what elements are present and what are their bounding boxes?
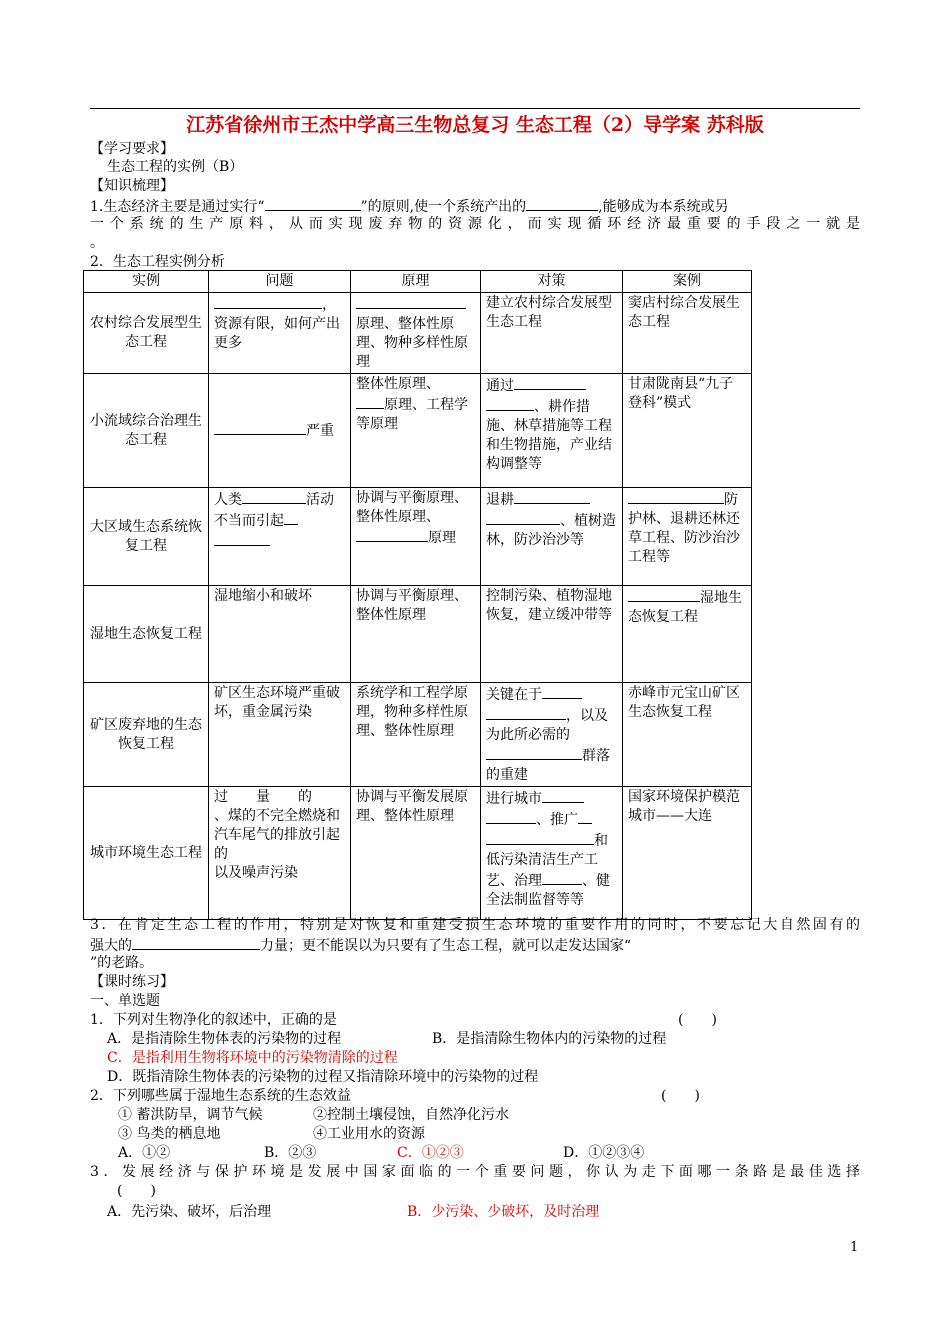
principle-cell: 协调与平衡发展原理、整体性原理 [351,787,481,920]
blank [578,809,592,824]
answer-bracket: ( ) [117,1183,156,1199]
table-row [84,293,752,374]
page-number: 1 [850,1240,859,1255]
question-1-stem: 1．下列对生物净化的叙述中，正确的是 [90,1012,337,1028]
blank [356,294,466,309]
question-1-option-a: A．是指清除生物体表的污染物的过程 [107,1031,342,1047]
blank [214,531,270,546]
knowledge-item-1-line-3: 。 [90,235,104,251]
question-2-item-2: ②控制土壤侵蚀，自然净化污水 [313,1107,509,1123]
practice-heading: 【课时练习】 [90,974,174,990]
blank [486,396,534,411]
blank [486,809,536,824]
blank [514,375,586,390]
answer-bracket: ( ) [661,1088,700,1104]
strategy-cell: 控制污染、植物湿地恢复，建立缓冲带等 [481,586,623,683]
blank [514,489,590,504]
blank [214,420,306,435]
blank [526,196,598,211]
example-cell: 矿区废弃地的生态恢复工程 [84,683,209,787]
knowledge-heading: 【知识梳理】 [90,178,174,194]
blank [628,587,700,602]
problem-cell: 严重 [209,374,351,488]
blank [132,935,260,950]
question-1-option-b: B．是指清除生物体内的污染物的过程 [432,1031,667,1047]
k1-text-b: ”的原则,使一个系统产出的 [360,199,527,215]
question-2-item-1: ① 蓄洪防旱，调节气候 [118,1107,263,1123]
example-cell: 大区域生态系统恢复工程 [84,488,209,586]
blank [356,394,384,409]
single-choice-heading: 一、单选题 [90,993,160,1009]
study-req-heading: 【学习要求】 [90,141,174,157]
question-2-option-a: A．①② [118,1145,171,1161]
blank [265,196,361,211]
header-rule [90,108,860,109]
blank [486,510,560,525]
blank [542,684,582,699]
ecology-cases-table [83,270,752,920]
problem-cell: 过 量 的 、煤的不完全燃烧和汽车尾气的排放引起的 以及噪声污染 [209,787,351,920]
strategy-cell: 退耕 、植树造林，防沙治沙等 [481,488,623,586]
question-2-option-c: C．①②③ [397,1145,464,1161]
knowledge-item-1-line-1 [90,196,860,217]
col-header-principle: 原理 [351,271,481,293]
blank [542,870,582,885]
question-2-option-d: D．①②③④ [563,1145,645,1161]
knowledge-item-3-line-1: 3．在肯定生态工程的作用，特别是对恢复和重建受损生态环境的重要作用的同时，不要忘记大自然固有的 [90,917,860,933]
blank [486,830,594,845]
principle-cell: 协调与平衡原理、整体性原理 [351,586,481,683]
question-2-item-4: ④工业用水的资源 [313,1126,425,1142]
blank [486,705,566,720]
knowledge-item-2-heading: 2．生态工程实例分析 [90,254,225,270]
question-1-option-d: D．既指清除生物体表的污染物的过程又指清除环境中的污染物的过程 [107,1069,539,1085]
problem-cell: 矿区生态环境严重破坏，重金属污染 [209,683,351,787]
blank [486,745,582,760]
table-row [84,374,752,488]
knowledge-item-3-line-3: ”的老路。 [90,955,154,971]
case-cell: 湿地生态恢复工程 [623,586,752,683]
blank [284,510,298,525]
blank [542,788,584,803]
question-2-option-b: B．②③ [264,1145,317,1161]
principle-cell: 系统学和工程学原理，物种多样性原理、整体性原理 [351,683,481,787]
table-row [84,683,752,787]
problem-cell: ，资源有限，如何产出更多 [209,293,351,374]
col-header-strategy: 对策 [481,271,623,293]
question-3-stem: 3．发展经济与保护环境是发展中国家面临的一个重要问题，你认为走下面哪一条路是最佳选择 [90,1164,860,1180]
case-cell: 窦店村综合发展生态工程 [623,293,752,374]
question-2-stem: 2．下列哪些属于湿地生态系统的生态效益 [90,1088,351,1104]
strategy-cell: 建立农村综合发展型生态工程 [481,293,623,374]
page-title: 江苏省徐州市王杰中学高三生物总复习 生态工程（2）导学案 苏科版 [186,114,764,136]
case-cell: 国家环境保护模范城市——大连 [623,787,752,920]
question-2-item-3: ③ 鸟类的栖息地 [118,1126,221,1142]
principle-cell: 整体性原理、 原理、工程学等原理 [351,374,481,488]
table-row [84,586,752,683]
case-cell: 赤峰市元宝山矿区生态恢复工程 [623,683,752,787]
col-header-problem: 问题 [209,271,351,293]
col-header-case: 案例 [623,271,752,293]
example-cell: 湿地生态恢复工程 [84,586,209,683]
principle-cell: 原理、整体性原理、物种多样性原理 [351,293,481,374]
answer-bracket: ( ) [678,1012,717,1028]
knowledge-item-1-line-2: 一个系统的生产原料，从而实现废弃物的资源化，而实现循环经济最重要的手段之一就是 [90,216,860,232]
strategy-cell: 关键在于 ，以及为此所必需的群落的重建 [481,683,623,787]
example-cell: 农村综合发展型生态工程 [84,293,209,374]
k3-text-b: 力量；更不能误以为只要有了生态工程，就可以走发达国家“ [260,938,632,954]
problem-cell: 湿地缩小和破坏 [209,586,351,683]
blank [356,527,428,542]
question-3-option-a: A．先污染、破坏，后治理 [107,1204,272,1220]
k1-text-c: ,能够成为本系统或另 [598,199,729,215]
case-cell: 防护林、退耕还林还草工程、防沙治沙工程等 [623,488,752,586]
strategy-cell: 通过 、耕作措施、林草措施等工程和生物措施，产业结构调整等 [481,374,623,488]
study-req-item: 生态工程的实例（B） [107,159,244,175]
principle-cell: 协调与平衡原理、整体性原理、 原理 [351,488,481,586]
blank [242,489,306,504]
example-cell: 城市环境生态工程 [84,787,209,920]
col-header-example: 实例 [84,271,209,293]
strategy-cell: 进行城市 、推广 和低污染清洁生产工艺、治理 、健全法制监督等等 [481,787,623,920]
blank [214,294,322,309]
table-header-row [84,271,752,293]
question-3-option-b: B．少污染、少破坏，及时治理 [407,1204,600,1220]
knowledge-item-3-line-2 [90,935,860,956]
case-cell: 甘肃陇南县“九子登科”模式 [623,374,752,488]
blank [628,489,724,504]
example-cell: 小流域综合治理生态工程 [84,374,209,488]
table-row [84,787,752,920]
k1-text-a: 1.生态经济主要是通过实行“ [90,199,265,215]
problem-cell: 人类 活动不当而引起 [209,488,351,586]
k3-text-a: 强大的 [90,938,132,954]
table-row [84,488,752,586]
question-1-option-c: C．是指利用生物将环境中的污染物清除的过程 [107,1050,398,1066]
